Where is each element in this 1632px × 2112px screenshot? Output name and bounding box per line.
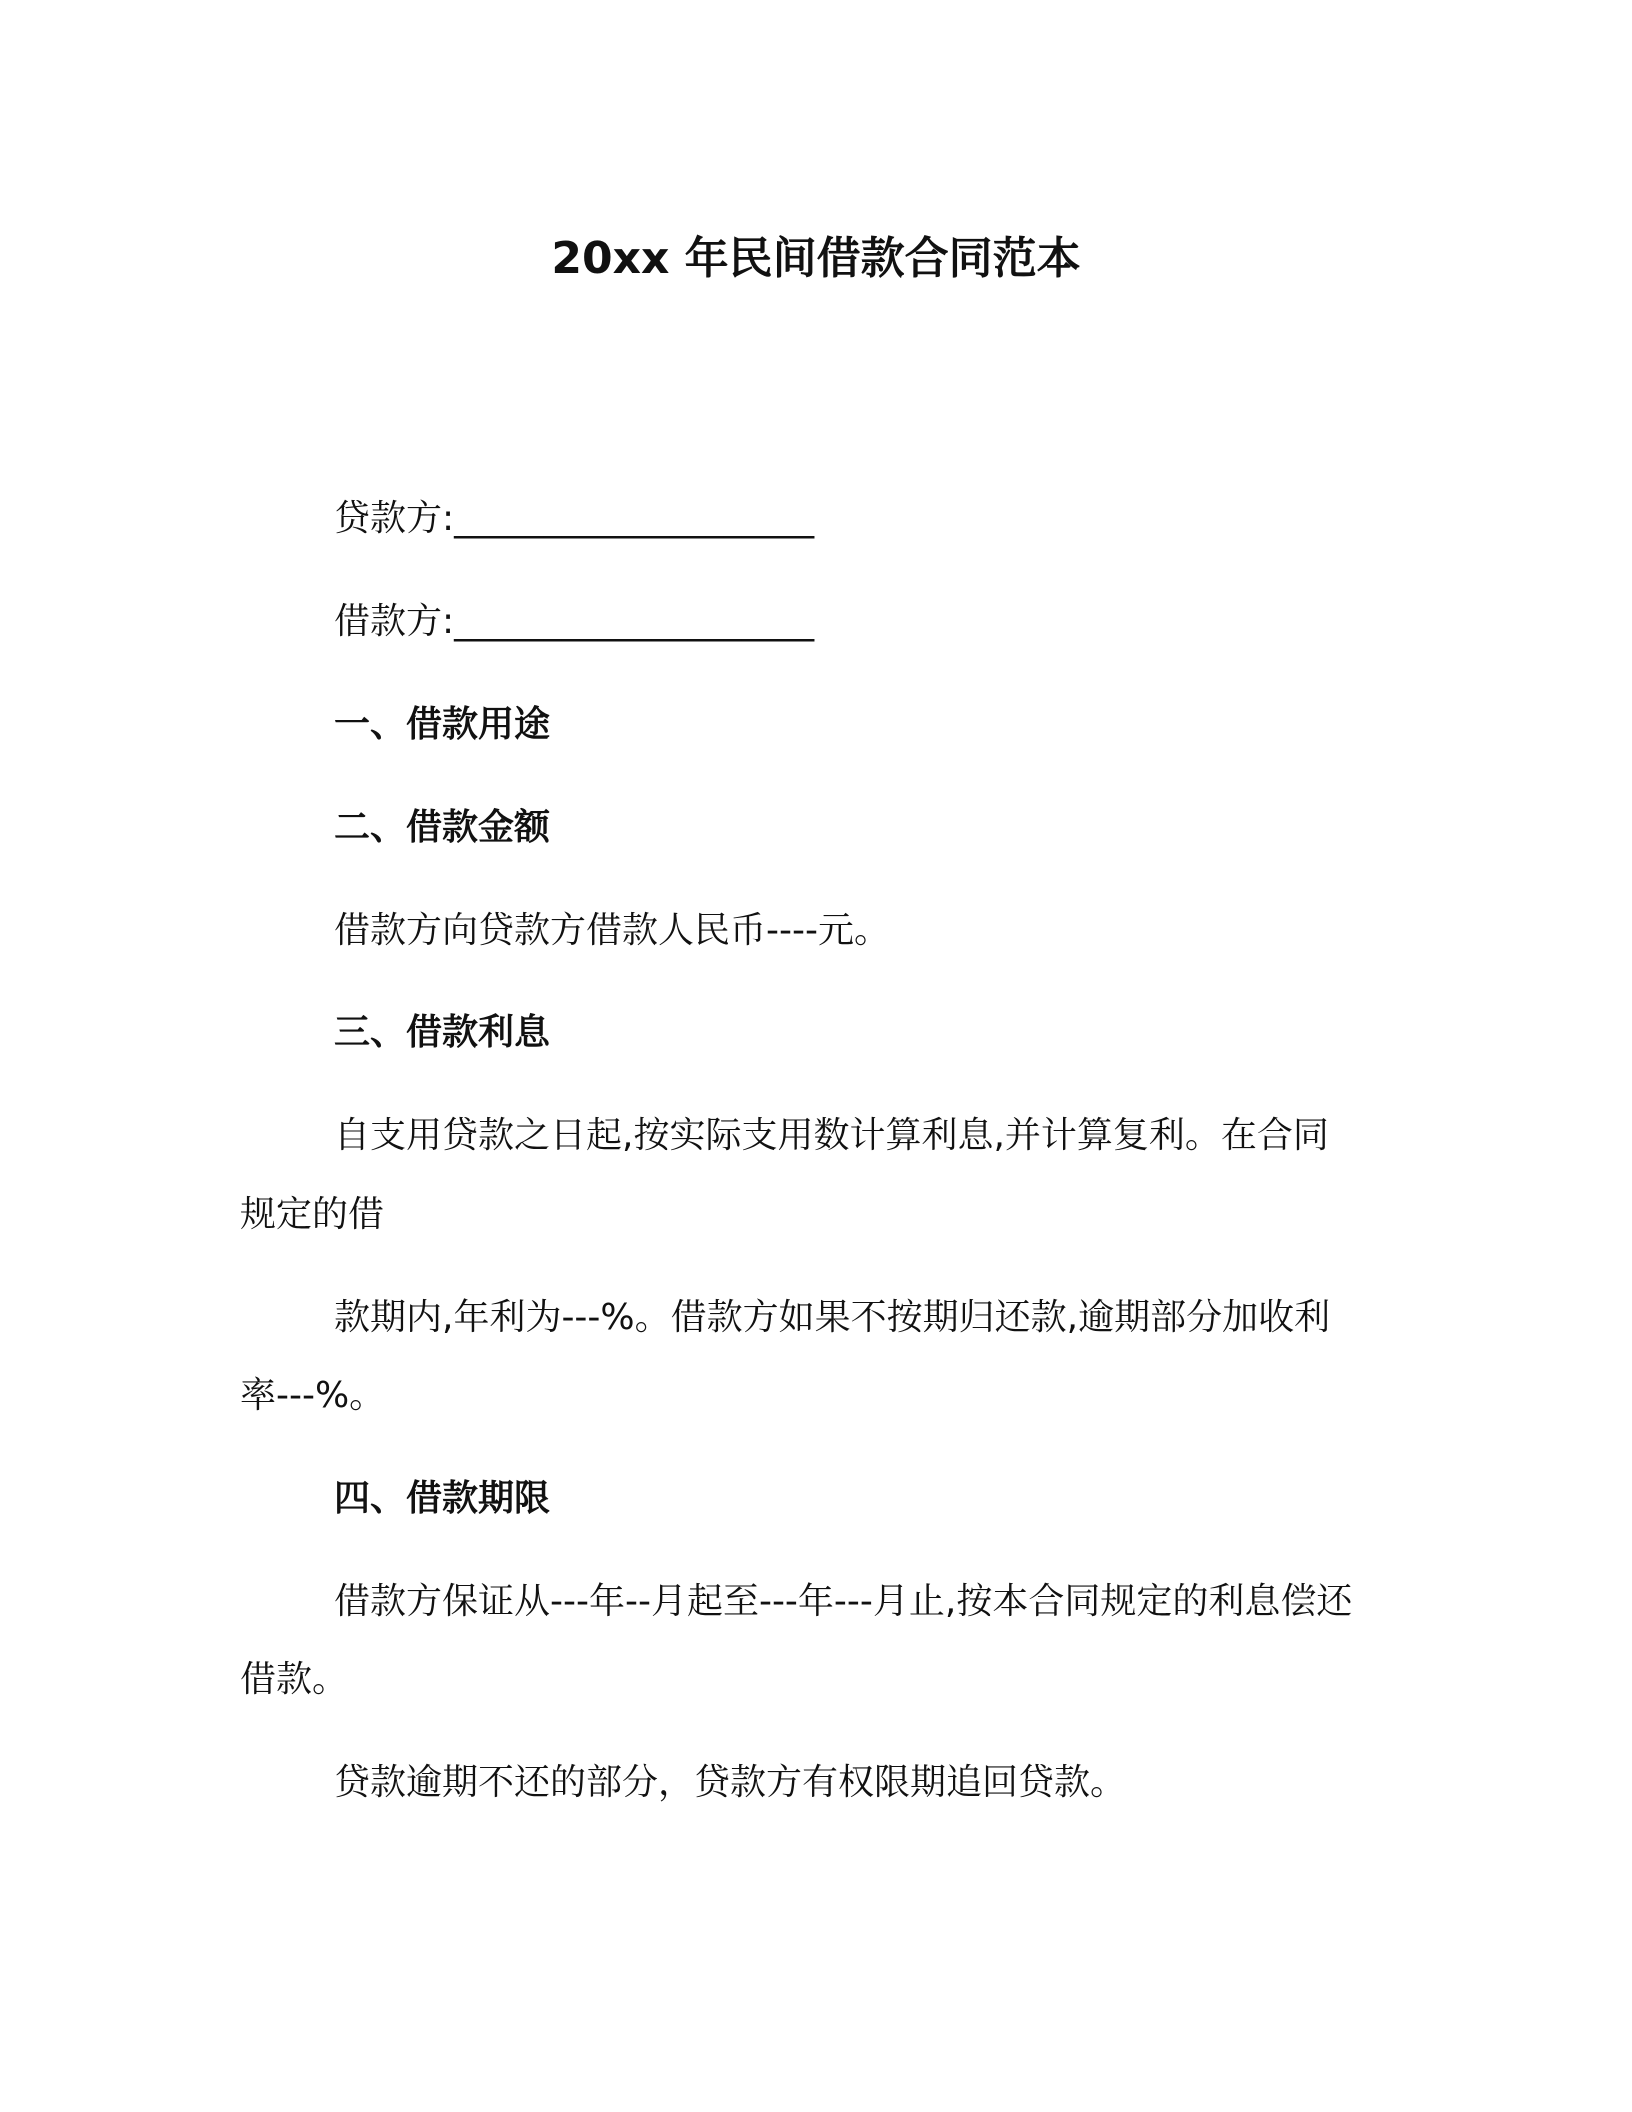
- section4-body-line2: 借款。: [240, 1659, 349, 1700]
- section1-heading: 一、借款用途: [334, 704, 551, 745]
- section4-body-line1: 借款方保证从---年--月起至---年---月止,按本合同规定的利息偿还: [334, 1581, 1353, 1622]
- section4-heading: 四、借款期限: [334, 1478, 551, 1519]
- section2-body: 借款方向贷款方借款人民币----元。: [334, 910, 890, 951]
- section3-heading: 三、借款利息: [334, 1012, 551, 1053]
- document-title: 20xx 年民间借款合同范本: [551, 233, 1081, 284]
- lender-line: 贷款方:____________________: [334, 498, 815, 539]
- borrower-line: 借款方:____________________: [334, 601, 815, 642]
- section3-body-line2: 规定的借: [240, 1194, 385, 1235]
- section4-body2: 贷款逾期不还的部分，贷款方有权限期追回贷款。: [334, 1762, 1127, 1803]
- section3-body-line3: 款期内,年利为---%。借款方如果不按期归还款,逾期部分加收利: [334, 1297, 1331, 1338]
- section2-heading: 二、借款金额: [334, 807, 551, 848]
- section3-body-line4: 率---%。: [240, 1375, 386, 1416]
- section3-body-line1: 自支用贷款之日起,按实际支用数计算利息,并计算复利。在合同: [334, 1115, 1329, 1156]
